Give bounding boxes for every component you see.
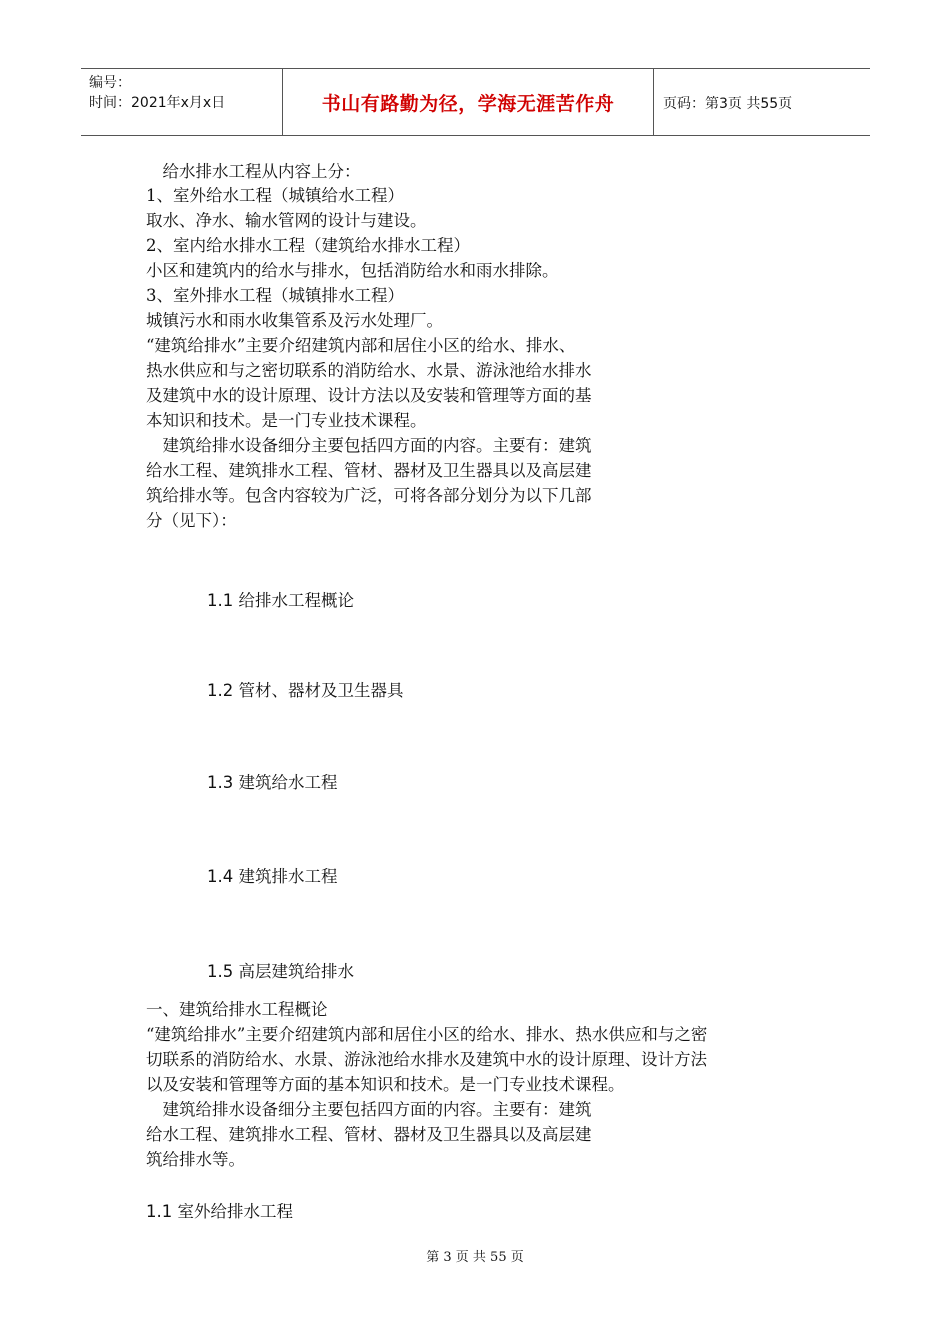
body-line: 分（见下）： (146, 511, 237, 530)
header-meta (89, 73, 279, 113)
header-divider (653, 69, 654, 135)
section-line: 切联系的消防给水、水景、游泳池给水排水及建筑中水的设计原理、设计方法 (146, 1050, 707, 1069)
body-line: 取水、净水、输水管网的设计与建设。 (146, 211, 427, 230)
section-heading: 一、建筑给排水工程概论 (146, 1000, 328, 1019)
page-header (81, 68, 870, 136)
body-line: 2、室内给水排水工程（建筑给水排水工程） (146, 236, 470, 255)
body-line: 3、室外排水工程（城镇排水工程） (146, 286, 404, 305)
body-line: 热水供应和与之密切联系的消防给水、水景、游泳池给水排水 (146, 361, 592, 380)
section-line: 筑给排水等。 (146, 1150, 245, 1169)
body-line: 筑给排水等。包含内容较为广泛，可将各部分划分为以下几部 (146, 486, 592, 505)
outline-item: 1.4 建筑排水工程 (207, 867, 338, 886)
body-line: 1、室外给水工程（城镇给水工程） (146, 186, 404, 205)
body-line: 及建筑中水的设计原理、设计方法以及安装和管理等方面的基 (146, 386, 592, 405)
header-page-info: 页码：第3页 共55页 (663, 96, 793, 112)
body-line: “建筑给排水”主要介绍建筑内部和居住小区的给水、排水、 (146, 336, 576, 355)
section-line: 以及安装和管理等方面的基本知识和技术。是一门专业技术课程。 (146, 1075, 625, 1094)
page-footer: 第 3 页 共 55 页 (426, 1250, 524, 1265)
document-number-label: 编号： (89, 75, 131, 91)
section-line: 建筑给排水设备细分主要包括四方面的内容。主要有：建筑 (146, 1100, 592, 1119)
body-line: 城镇污水和雨水收集管系及污水处理厂。 (146, 311, 443, 330)
outline-item: 1.5 高层建筑给排水 (207, 962, 354, 981)
outline-item: 1.3 建筑给水工程 (207, 773, 338, 792)
subsection-heading: 1.1 室外给排水工程 (146, 1202, 293, 1221)
document-time-label: 时间：2021年x月x日 (89, 95, 226, 111)
body-line: 建筑给排水设备细分主要包括四方面的内容。主要有：建筑 (146, 436, 592, 455)
outline-item: 1.2 管材、器材及卫生器具 (207, 681, 404, 700)
body-line: 给水排水工程从内容上分： (146, 162, 361, 181)
header-motto: 书山有路勤为径，学海无涯苦作舟 (321, 92, 615, 115)
section-line: “建筑给排水”主要介绍建筑内部和居住小区的给水、排水、热水供应和与之密 (146, 1025, 708, 1044)
section-line: 给水工程、建筑排水工程、管材、器材及卫生器具以及高层建 (146, 1125, 592, 1144)
body-line: 本知识和技术。是一门专业技术课程。 (146, 411, 427, 430)
body-line: 给水工程、建筑排水工程、管材、器材及卫生器具以及高层建 (146, 461, 592, 480)
outline-item: 1.1 给排水工程概论 (207, 591, 354, 610)
body-line: 小区和建筑内的给水与排水，包括消防给水和雨水排除。 (146, 261, 559, 280)
